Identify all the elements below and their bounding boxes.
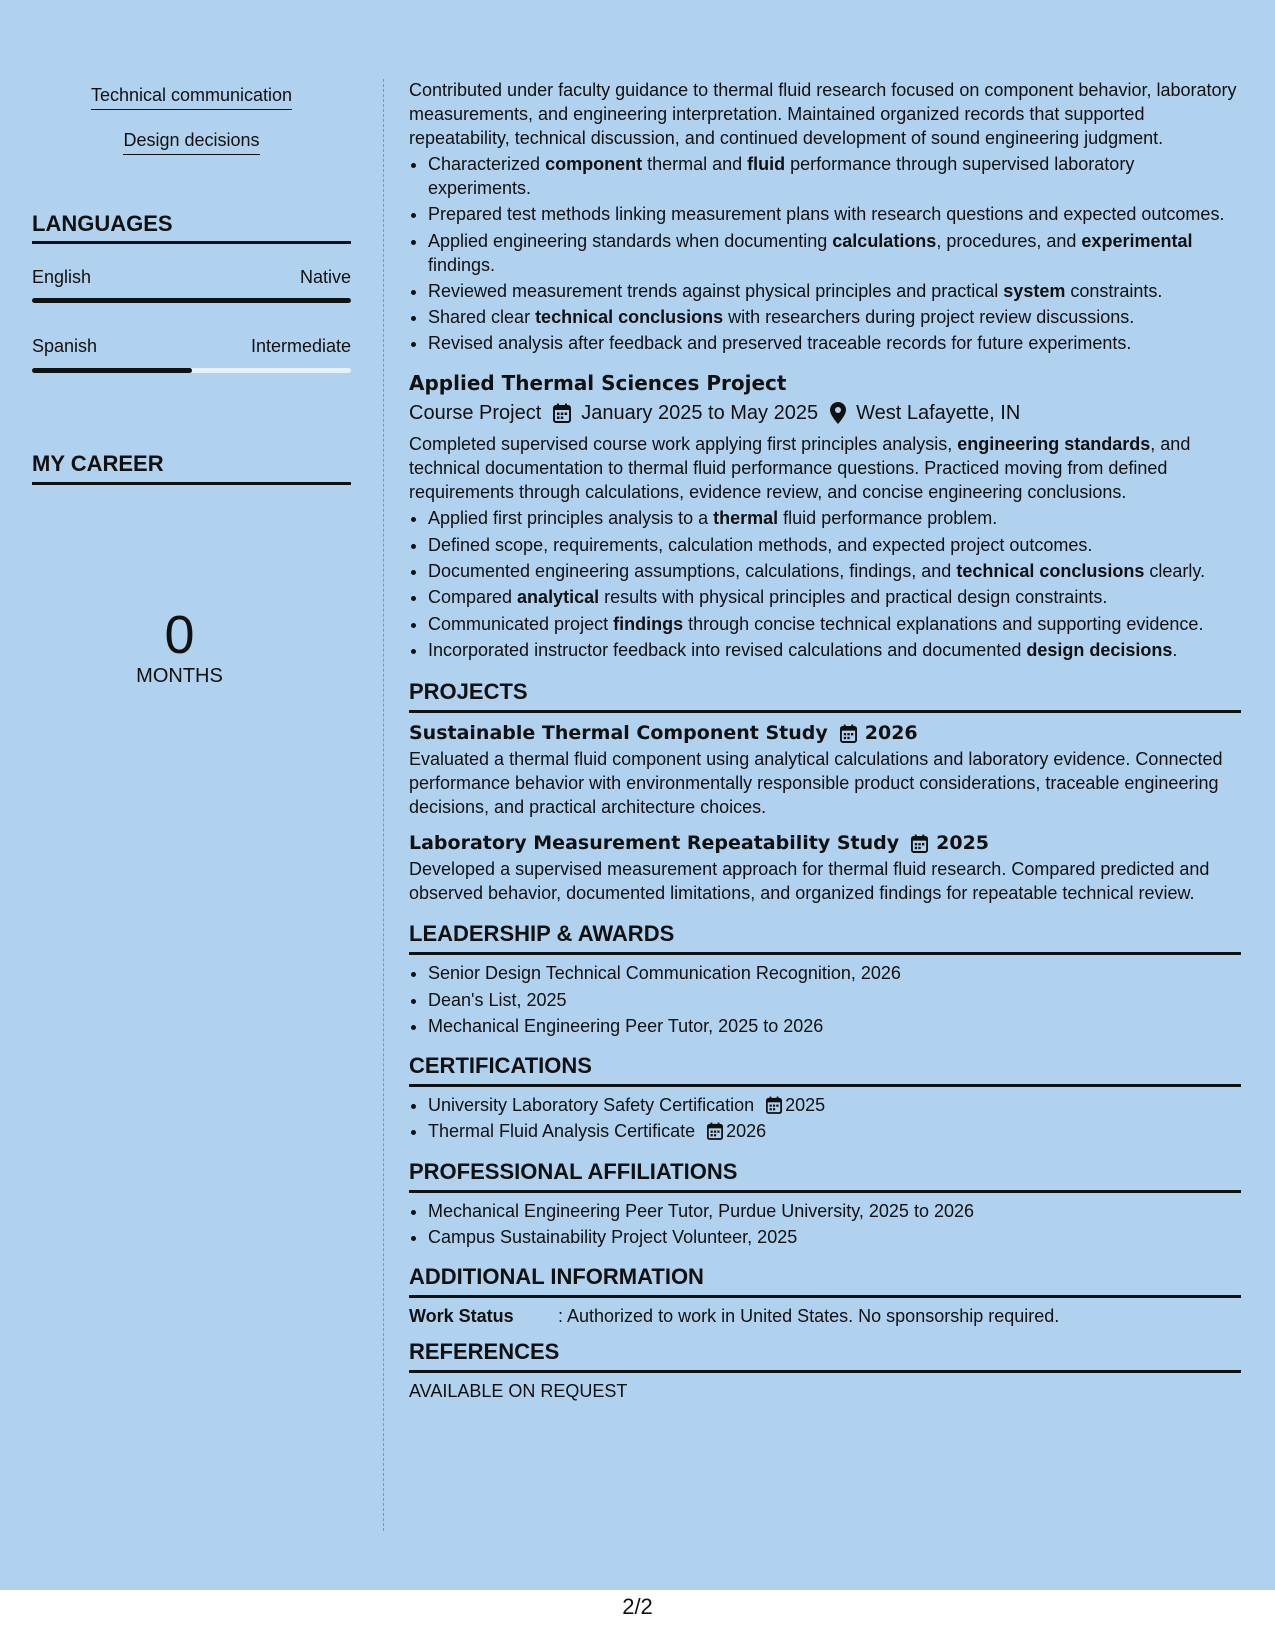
course-project-summary: Completed supervised course work applying first principles analysis, engineering standards, and technical documentation to thermal fluid performance questions. Practiced moving from defined requirements through calculations, evidence review, and concise engineering conclusions. — [409, 434, 1191, 503]
calendar-icon — [911, 834, 928, 853]
additional-info-heading: ADDITIONAL INFORMATION — [409, 1264, 704, 1290]
language-row — [32, 267, 351, 288]
section-rule — [409, 1370, 1241, 1373]
course-project-type: Course Project — [409, 402, 542, 425]
course-project-location: West Lafayette, IN — [856, 402, 1021, 425]
language-proficiency-fill — [32, 298, 351, 303]
career-value: 0 — [164, 605, 195, 665]
language-level: Native — [299, 267, 351, 287]
project-title-row — [409, 829, 1241, 857]
affiliations-heading: PROFESSIONAL AFFILIATIONS — [409, 1158, 738, 1184]
language-proficiency-bar — [32, 298, 351, 303]
certifications-list — [409, 1093, 1241, 1143]
certification-name: • University Laboratory Safety Certification — [428, 1095, 755, 1116]
section-rule — [32, 482, 351, 485]
course-project-dates: January 2025 to May 2025 — [581, 402, 819, 425]
bullet-item: • Compared analytical results with physical principles and practical design constraints. — [428, 585, 1241, 609]
list-item: • Dean's List, 2025 — [428, 988, 1241, 1012]
certification-name: • Thermal Fluid Analysis Certificate — [428, 1121, 696, 1142]
bullet-item: • Characterized component thermal and fluid performance through supervised laboratory experiments. — [428, 152, 1241, 200]
map-pin-icon — [830, 402, 846, 424]
calendar-icon — [553, 403, 571, 423]
list-item: • Senior Design Technical Communication Recognition, 2026 — [428, 961, 1241, 985]
certification-year: 2025 — [785, 1095, 826, 1116]
section-rule — [409, 1295, 1241, 1298]
section-rule — [409, 710, 1241, 713]
list-item: • Campus Sustainability Project Volunteer, 2025 — [428, 1225, 1241, 1249]
course-project-bullets — [409, 506, 1241, 661]
affiliations-list — [409, 1199, 1241, 1249]
list-item: • Mechanical Engineering Peer Tutor, Purdue University, 2025 to 2026 — [428, 1199, 1241, 1223]
intro-bullets — [409, 152, 1241, 355]
bullet-item: • Prepared test methods linking measurement plans with research questions and expected outcomes. — [428, 202, 1241, 226]
course-project-title: Applied Thermal Sciences Project — [409, 371, 787, 396]
bullet-item: • Documented engineering assumptions, calculations, findings, and technical conclusions clearly. — [428, 559, 1241, 583]
language-proficiency-fill — [32, 368, 192, 373]
project-year: 2025 — [936, 832, 990, 855]
languages-heading: LANGUAGES — [32, 211, 173, 236]
project-year: 2026 — [864, 722, 918, 745]
skill-item: Design decisions — [32, 130, 351, 155]
leadership-heading: LEADERSHIP & AWARDS — [409, 921, 675, 947]
bullet-item: • Applied first principles analysis to a thermal fluid performance problem. — [428, 506, 1241, 530]
references-heading: REFERENCES — [409, 1339, 560, 1365]
course-project-meta — [409, 399, 1241, 427]
section-rule — [32, 241, 351, 244]
project-description: Evaluated a thermal fluid component using analytical calculations and laboratory evidence. Connected performance behavior with environmentally responsible product considerations, traceable engineering decisions, and practical architecture choices. — [409, 749, 1223, 818]
main-content — [409, 78, 1241, 1403]
project-title: Sustainable Thermal Component Study — [409, 722, 828, 745]
list-item — [428, 1093, 1241, 1117]
career-unit: MONTHS — [136, 665, 223, 687]
bullet-item: • Communicated project findings through concise technical explanations and supporting evidence. — [428, 612, 1241, 636]
work-status-row — [409, 1304, 1241, 1328]
bullet-item: • Revised analysis after feedback and preserved traceable records for future experiments. — [428, 331, 1241, 355]
page-number: 2/2 — [622, 1594, 653, 1619]
bullet-item: • Shared clear technical conclusions with researchers during project review discussions. — [428, 305, 1241, 329]
language-name: Spanish — [32, 336, 98, 356]
bullet-item: • Reviewed measurement trends against physical principles and practical system constraints. — [428, 279, 1241, 303]
project-description: Developed a supervised measurement approach for thermal fluid research. Compared predicted and observed behavior, documented limitations, and organized findings for repeatable technical review. — [409, 859, 1210, 904]
language-level: Intermediate — [250, 336, 351, 356]
list-item: • Mechanical Engineering Peer Tutor, 2025 to 2026 — [428, 1014, 1241, 1038]
project-title-row — [409, 719, 1241, 747]
calendar-icon — [840, 724, 857, 743]
calendar-icon — [766, 1096, 782, 1114]
project-title: Laboratory Measurement Repeatability Study — [409, 832, 900, 855]
calendar-icon — [707, 1122, 723, 1140]
section-rule — [409, 1190, 1241, 1193]
career-heading: MY CAREER — [32, 451, 164, 476]
language-row — [32, 336, 351, 357]
intro-paragraph: Contributed under faculty guidance to thermal fluid research focused on component behavior, laboratory measurements, and engineering interpretation. Maintained organized records that supported repeatability, technical discussion, and continued development of sound engineering judgment. — [409, 80, 1237, 148]
section-rule — [409, 952, 1241, 955]
work-status-value: : Authorized to work in United States. No sponsorship required. — [558, 1306, 1060, 1327]
certifications-heading: CERTIFICATIONS — [409, 1053, 592, 1079]
bullet-item: • Defined scope, requirements, calculation methods, and expected project outcomes. — [428, 533, 1241, 557]
certification-year: 2026 — [726, 1121, 767, 1142]
work-status-label: Work Status — [409, 1306, 514, 1327]
leadership-list — [409, 961, 1241, 1038]
section-rule — [409, 1084, 1241, 1087]
references-text: AVAILABLE ON REQUEST — [409, 1381, 628, 1402]
bullet-item: • Applied engineering standards when documenting calculations, procedures, and experimental findings. — [428, 229, 1241, 277]
language-name: English — [32, 267, 92, 287]
bullet-item: • Incorporated instructor feedback into revised calculations and documented design decisions. — [428, 638, 1241, 662]
skill-item: Technical communication — [32, 85, 351, 110]
list-item — [428, 1119, 1241, 1143]
projects-heading: PROJECTS — [409, 679, 528, 705]
column-divider — [383, 79, 384, 1531]
language-proficiency-bar — [32, 368, 351, 373]
